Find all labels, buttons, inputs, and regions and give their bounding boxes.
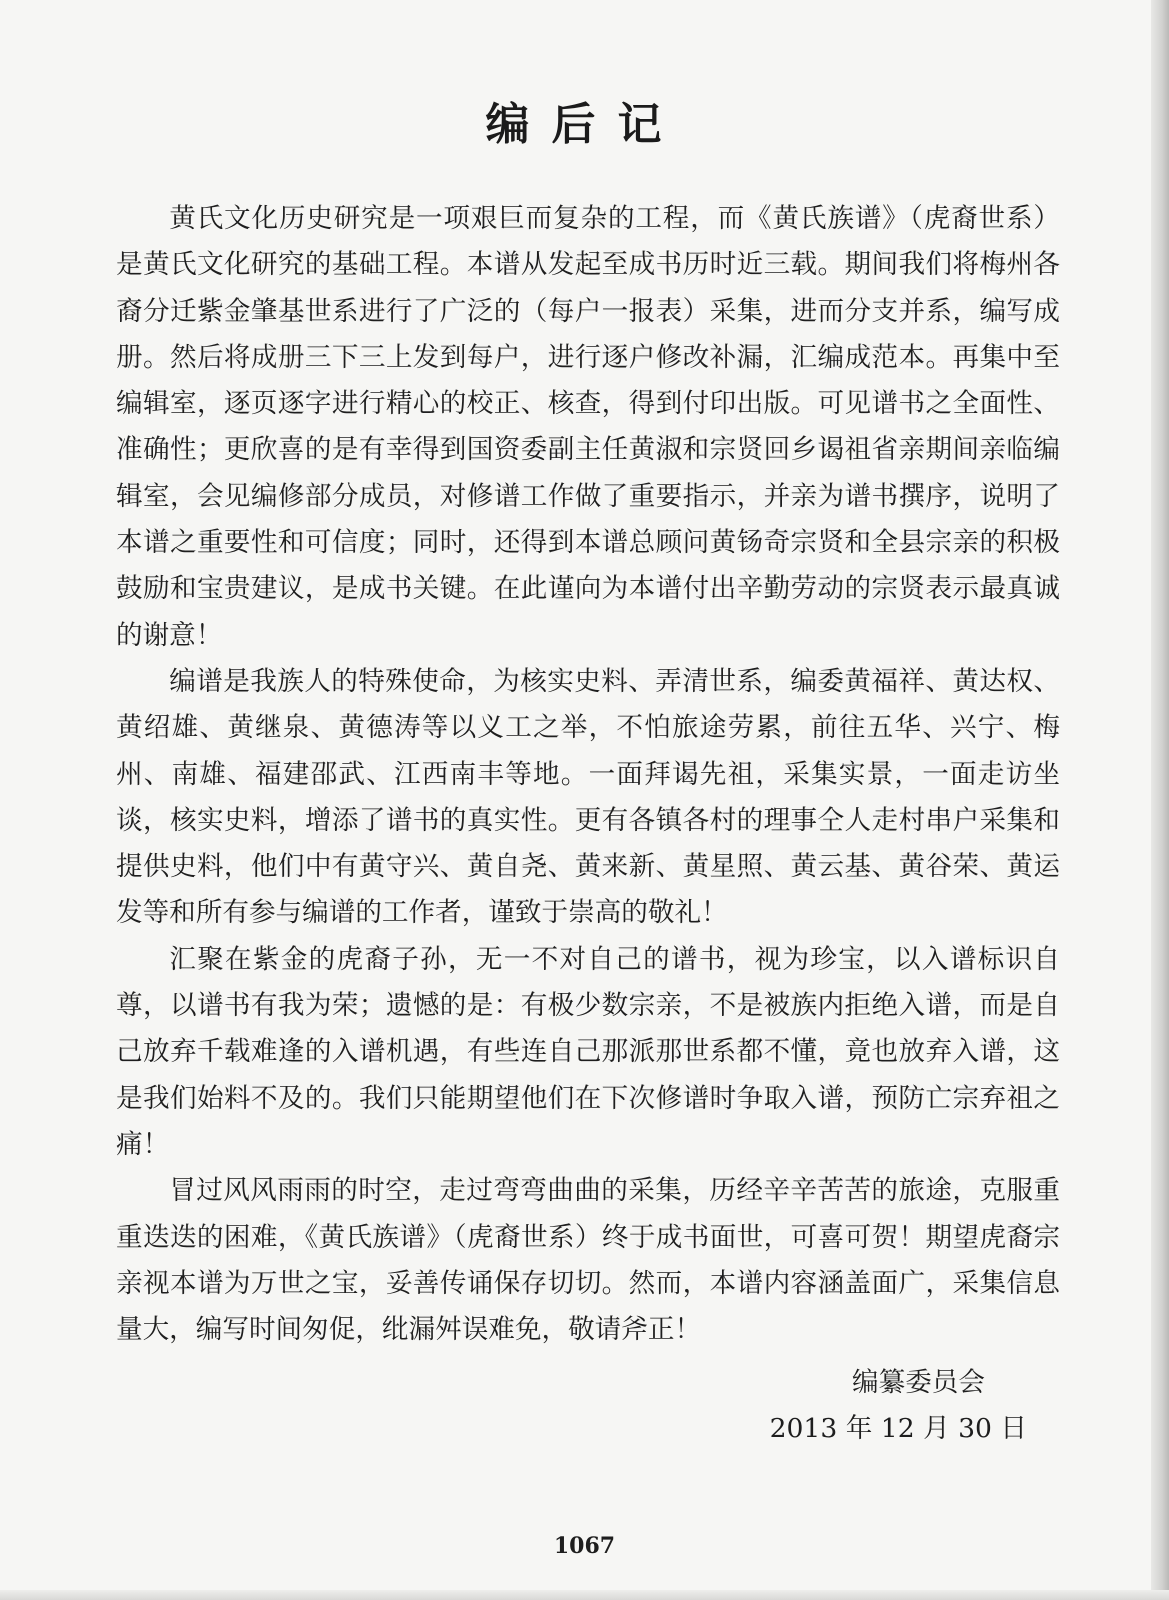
paragraph-3: 汇聚在紫金的虎裔子孙，无一不对自己的谱书，视为珍宝，以入谱标识自尊，以谱书有我为荣；遗憾的是：有极少数宗亲，不是被族内拒绝入谱，而是自己放弃千载难逢的入谱机遇，有些连自己那派那世系都不懂，竟也放弃入谱，这是我们始料不及的。我们只能期望他们在下次修谱时争取入谱，预防亡宗弃祖之痛！ xyxy=(116,943,1060,1160)
signature-date: 2013 年 12 月 30 日 xyxy=(769,1413,1027,1444)
document-body xyxy=(116,196,1060,1353)
signature-organization: 编纂委员会 xyxy=(852,1367,985,1398)
page-edge-bottom xyxy=(0,1590,1169,1600)
signature-block xyxy=(770,1360,1027,1452)
paragraph-4: 冒过风风雨雨的时空，走过弯弯曲曲的采集，历经辛辛苦苦的旅途，克服重重迭迭的困难，《黄氏族谱》（虎裔世系）终于成书面世，可喜可贺！期望虎裔宗亲视本谱为万世之宝，妥善传诵保存切切。然而，本谱内容涵盖面广，采集信息量大，编写时间匆促，纰漏舛误难免，敬请斧正！ xyxy=(116,1175,1060,1346)
paragraph-2: 编谱是我族人的特殊使命，为核实史料、弄清世系，编委黄福祥、黄达权、黄绍雄、黄继泉、黄德涛等以义工之举，不怕旅途劳累，前往五华、兴宁、梅州、南雄、福建邵武、江西南丰等地。一面拜谒先祖，采集实景，一面走访坐谈，核实史料，增添了谱书的真实性。更有各镇各村的理事仝人走村串户采集和提供史料，他们中有黄守兴、黄自尧、黄来新、黄星照、黄云基、黄谷荣、黄运发等和所有参与编谱的工作者，谨致于崇高的敬礼！ xyxy=(116,665,1060,929)
page-edge-right xyxy=(1151,0,1169,1600)
document-title: 编后记 xyxy=(485,99,684,150)
page-number: 1067 xyxy=(553,1533,616,1559)
paragraph-1: 黄氏文化历史研究是一项艰巨而复杂的工程，而《黄氏族谱》（虎裔世系）是黄氏文化研究的基础工程。本谱从发起至成书历时近三载。期间我们将梅州各裔分迁紫金肇基世系进行了广泛的（每户一报表）采集，进而分支并系，编写成册。然后将成册三下三上发到每户，进行逐户修改补漏，汇编成范本。再集中至编辑室，逐页逐字进行精心的校正、核查，得到付印出版。可见谱书之全面性、准确性；更欣喜的是有幸得到国资委副主任黄淑和宗贤回乡谒祖省亲期间亲临编辑室，会见编修部分成员，对修谱工作做了重要指示，并亲为谱书撰序，说明了本谱之重要性和可信度；同时，还得到本谱总顾问黄钖奇宗贤和全县宗亲的积极鼓励和宝贵建议，是成书关键。在此谨向为本谱付出辛勤劳动的宗贤表示最真诚的谢意！ xyxy=(116,203,1060,651)
